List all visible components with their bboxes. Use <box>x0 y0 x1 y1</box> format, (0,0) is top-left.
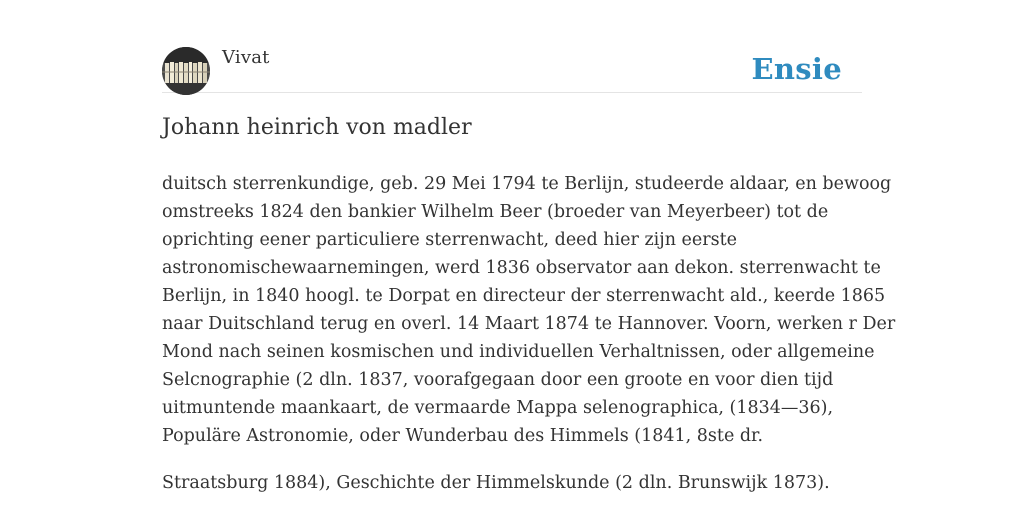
paragraph <box>162 469 862 497</box>
text-line: Populäre Astronomie, oder Wunderbau des Himmels (1841, 8ste dr. <box>162 426 764 446</box>
article-title: Johann heinrich von madler <box>162 115 472 140</box>
text-line: Berlijn, in 1840 hoogl. te Dorpat en directeur der sterrenwacht ald., keerde 1865 <box>162 286 886 306</box>
text-line: Straatsburg 1884), Geschichte der Himmelskunde (2 dln. Brunswijk 1873). <box>162 473 830 493</box>
site-header <box>162 46 862 93</box>
paragraph <box>162 170 896 450</box>
book-spines-icon <box>162 47 210 95</box>
avatar[interactable] <box>162 47 210 95</box>
article-page <box>162 0 896 512</box>
article-body <box>162 170 896 512</box>
text-line: oprichting eener particuliere sterrenwacht, deed hier zijn eerste <box>162 230 737 250</box>
text-line: naar Duitschland terug en overl. 14 Maart 1874 te Hannover. Voorn, werken r Der <box>162 314 896 334</box>
text-line: Selcnographie (2 dln. 1837, voorafgegaan door een groote en voor dien tijd <box>162 370 834 390</box>
text-line: astronomischewaarnemingen, werd 1836 observator aan dekon. sterrenwacht te <box>162 258 881 278</box>
source-name[interactable]: Vivat <box>222 47 270 68</box>
text-line: uitmuntende maankaart, de vermaarde Mappa selenographica, (1834—36), <box>162 398 834 418</box>
text-line: duitsch sterrenkundige, geb. 29 Mei 1794 te Berlijn, studeerde aldaar, en bewoog <box>162 174 892 194</box>
text-line: Mond nach seinen kosmischen und individuellen Verhaltnissen, oder allgemeine <box>162 342 875 362</box>
brand-logo[interactable]: Ensie <box>751 52 842 86</box>
text-line: omstreeks 1824 den bankier Wilhelm Beer (broeder van Meyerbeer) tot de <box>162 202 829 222</box>
